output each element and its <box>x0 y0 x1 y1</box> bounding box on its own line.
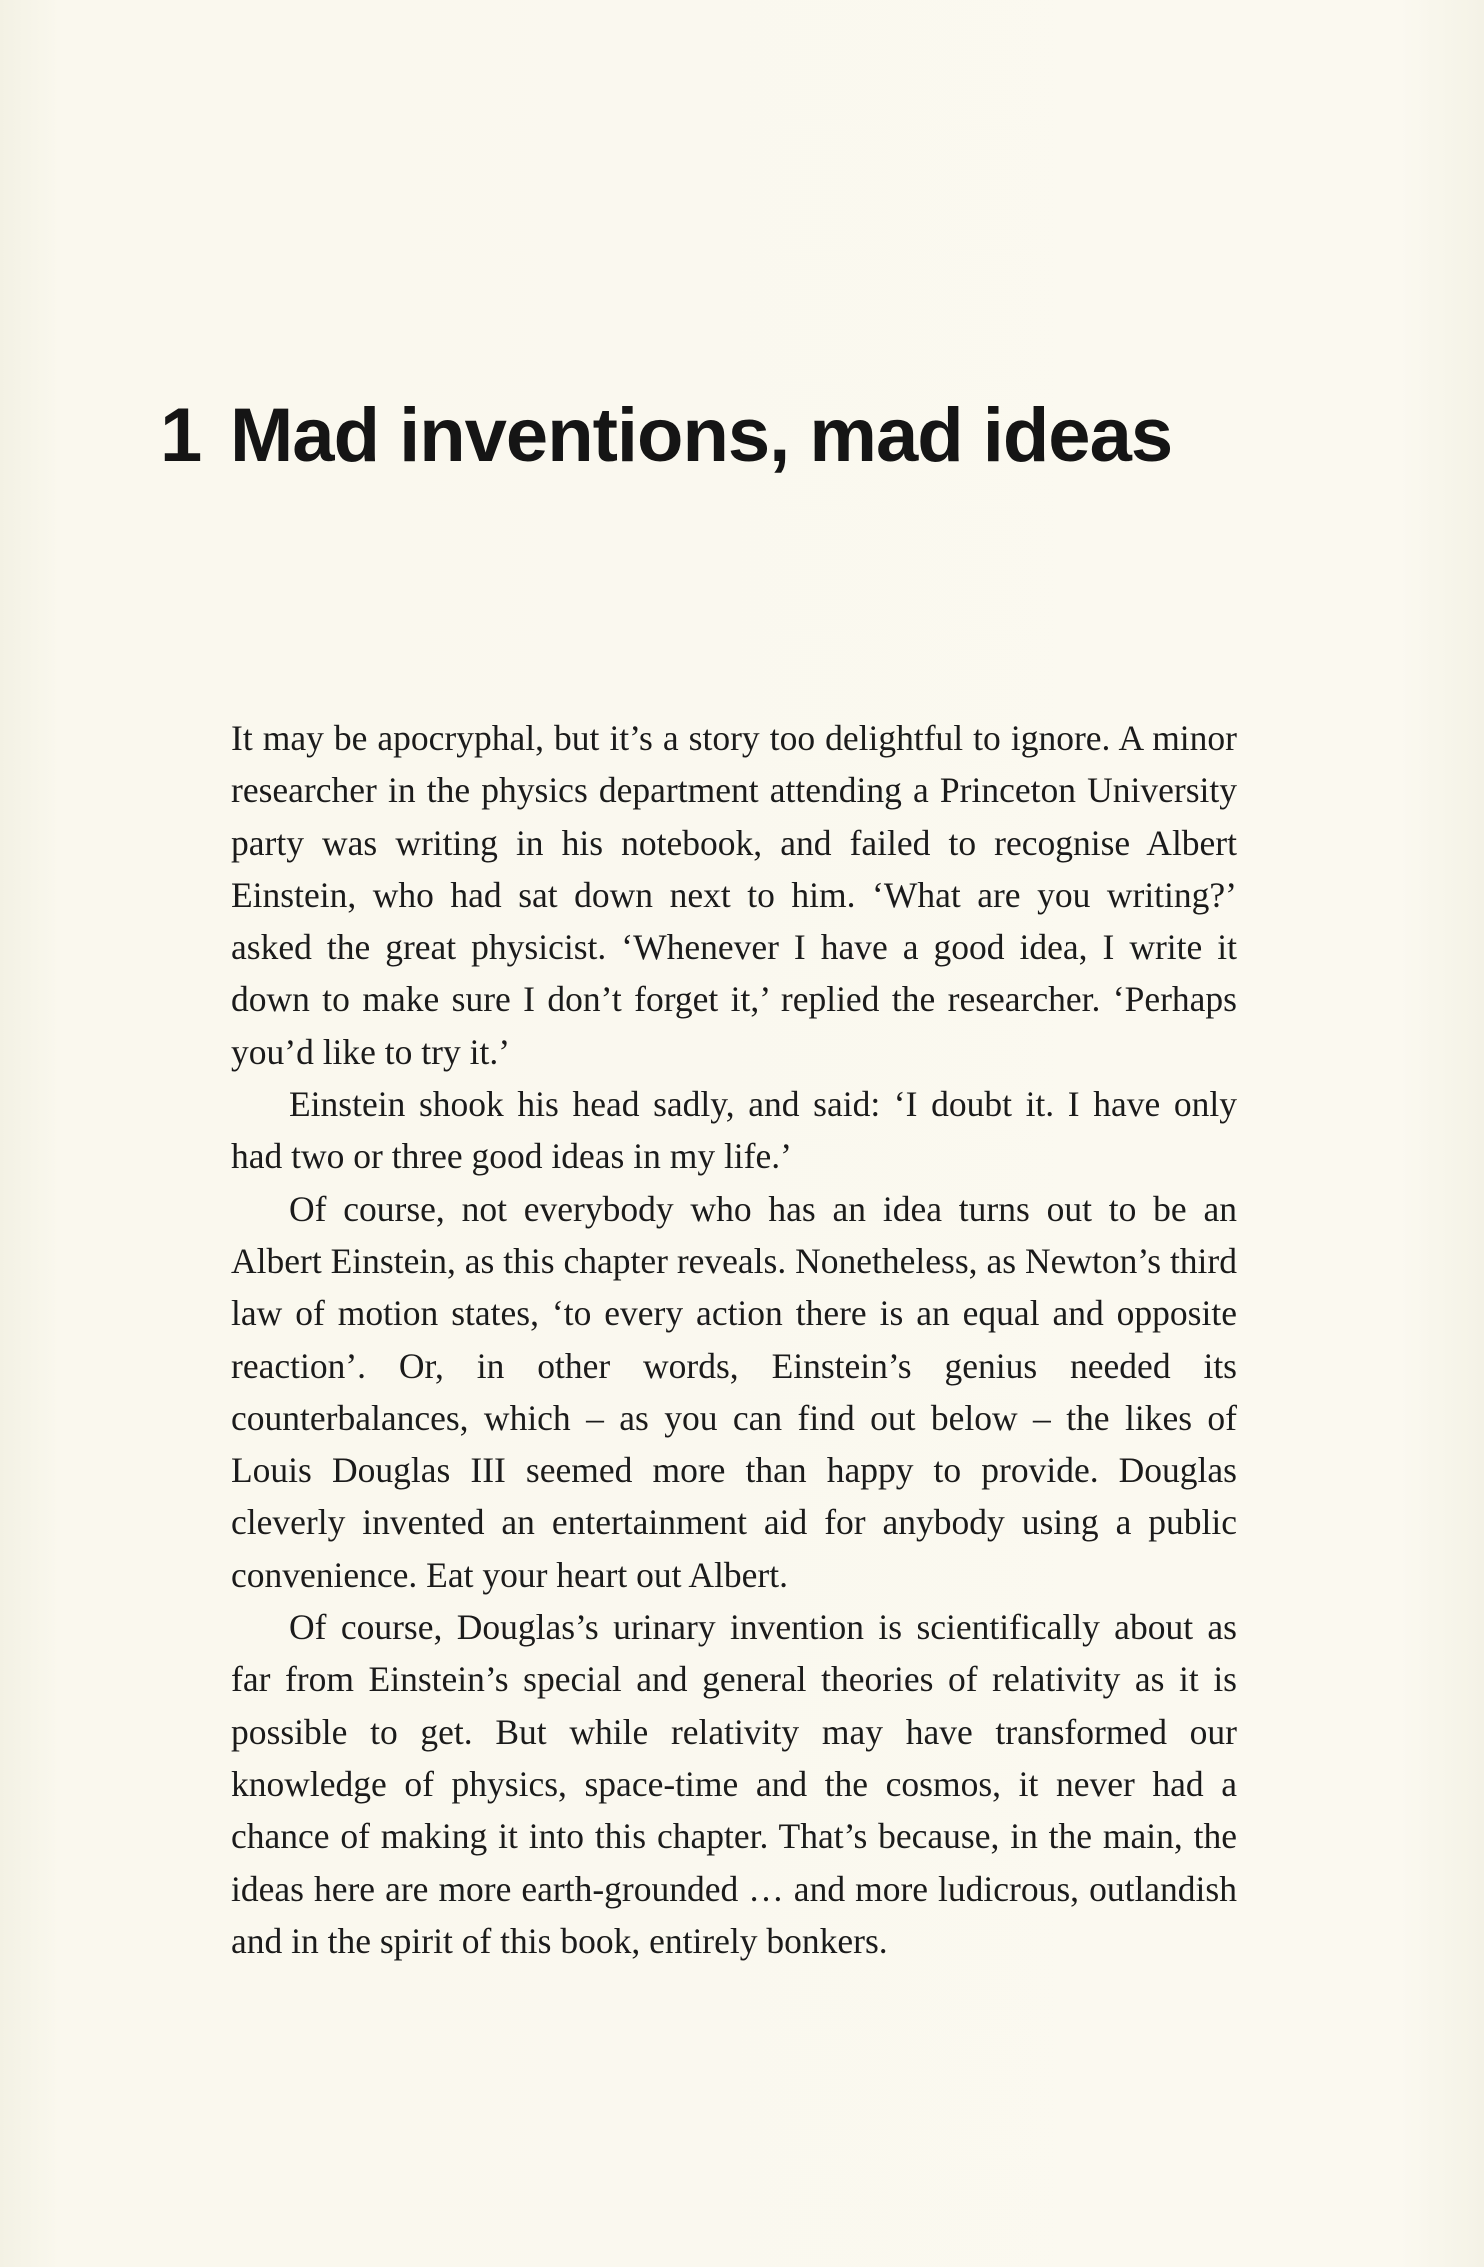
chapter-heading <box>160 381 1260 491</box>
paragraph-1: It may be apocryphal, but it’s a story too delightful to ignore. A minor researcher in the physics department attending a Princeton University party was writing in his notebook, and failed to recognise Albert Einstein, who had sat down next to him. ‘What are you writing?’ asked the great physicist. ‘Whenever I have a good idea, I write it down to make sure I don’t forget it,’ replied the researcher. ‘Perhaps you’d like to try it.’ <box>231 718 1237 1072</box>
chapter-number: 1 <box>160 392 202 478</box>
paragraph-2: Einstein shook his head sadly, and said: ‘I doubt it. I have only had two or three good ideas in my life.’ <box>231 1084 1237 1177</box>
paragraph-4: Of course, Douglas’s urinary invention is scientifically about as far from Einstein’s special and general theories of relativity as it is possible to get. But while relativity may have transformed our knowledge of physics, space-time and the cosmos, it never had a chance of making it into this chapter. That’s because, in the main, the ideas here are more earth-grounded … and more ludicrous, outlandish and in the spirit of this book, entirely bonkers. <box>231 1607 1237 1961</box>
chapter-body <box>231 712 1237 1967</box>
chapter-title: Mad inventions, mad ideas <box>230 392 1173 478</box>
paragraph-3: Of course, not everybody who has an idea turns out to be an Albert Einstein, as this chapter reveals. Nonetheless, as Newton’s third law of motion states, ‘to every action there is an equal and opposite reaction’. Or, in other words, Einstein’s genius needed its counterbalances, which – as you can find out below – the likes of Louis Douglas III seemed more than happy to provide. Douglas cleverly invented an entertainment aid for anybody using a public convenience. Eat your heart out Albert. <box>231 1188 1237 1595</box>
